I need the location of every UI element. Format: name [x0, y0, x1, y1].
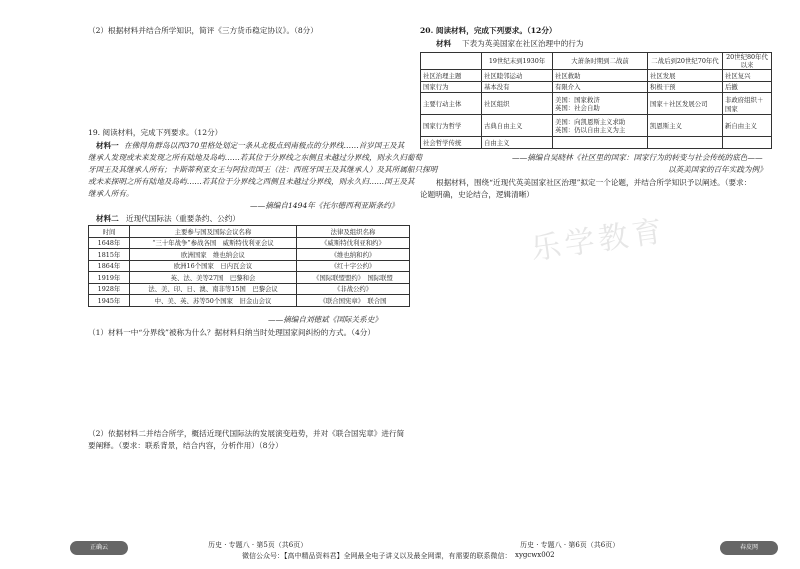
table-row [89, 249, 410, 261]
table-header [421, 53, 482, 70]
table-header: 大萧条时期到二战前 [553, 53, 648, 70]
table-cell: 新自由主义 [723, 115, 772, 137]
material2-source: ——摘编自刘德斌《国际关系史》 [268, 315, 382, 324]
question-19-2-line2: 要阐释。（要求：联系背景，结合内容，分析作用）（8分） [88, 441, 283, 450]
table-cell: 主要行动主体 [421, 93, 482, 115]
table-cell: 社会哲学传统 [421, 137, 482, 149]
material1-label: 材料一 [96, 141, 119, 150]
table-cell: 社区组织 [482, 93, 553, 115]
table-cell: 中、美、英、苏等50个国家 旧金山会议 [130, 295, 297, 307]
table-header: 20世纪80年代以来 [723, 53, 772, 70]
table-cell: 《联合国宪章》 联合国 [297, 295, 410, 307]
table-cell: 1648年 [89, 237, 130, 249]
q20-title: 20. 阅读材料，完成下列要求。（12分） [420, 26, 557, 35]
table-row [421, 93, 772, 115]
table-cell: 基本没有 [482, 81, 553, 93]
table-cell: 美国：国家救济 英国：社会自助 [553, 93, 648, 115]
footer-page-left: 历史 · 专题八 · 第5页（共6页） [208, 541, 308, 549]
watermark: 乐学教育 [528, 213, 669, 268]
q19-title: 19. 阅读材料，完成下列要求。（12分） [88, 128, 223, 137]
material1-line: 或未来探明之所有陆地及岛屿……若其位于分界线之西侧且未越过分界线，则永久归……国王及其 [88, 177, 415, 186]
question-19-1: （1）材料一中“分界线”被称为什么？据材料归纳当时处理国家间纠纷的方式。（4分） [88, 328, 375, 337]
table-cell [723, 137, 772, 149]
material1-line: 继承人发现或未来发现之所有陆地及岛屿……若其位于分界线之东侧且未越过分界线，则永久归葡萄 [88, 153, 423, 162]
table-cell: 非政府组织＋国家 [723, 93, 772, 115]
table-cell: 1919年 [89, 272, 130, 284]
footer-page-right: 历史 · 专题八 · 第6页（共6页） [520, 541, 620, 549]
table-cell: 欧洲国家 维也纳会议 [130, 249, 297, 261]
table-row [421, 81, 772, 93]
material-source-line2: 以英美国家的百年实践为例》 [668, 165, 767, 174]
table-cell: 美国：向凯恩斯主义求助 英国：仍以自由主义为主 [553, 115, 648, 137]
material-intro: 下表为英美国家在社区治理中的行为 [462, 39, 584, 48]
table-cell: 古典自由主义 [482, 115, 553, 137]
table-cell: 《红十字公约》 [297, 260, 410, 272]
table-cell: 1815年 [89, 249, 130, 261]
table-row [89, 283, 410, 295]
table-cell: 《威斯特伐利亚和约》 [297, 237, 410, 249]
table-cell: 《非战公约》 [297, 283, 410, 295]
question-19-2-line1: （2）依据材料二并结合所学，概括近现代国际法的发展演变趋势，并对《联合国宪章》进行简 [88, 429, 405, 438]
table-cell: 国家行为哲学 [421, 115, 482, 137]
material-label: 材料 [436, 39, 452, 48]
table-cell [648, 137, 723, 149]
table-cell: 英、法、美等27国 巴黎和会 [130, 272, 297, 284]
table-header: 时间 [89, 226, 130, 238]
community-governance-table [420, 52, 772, 149]
table-header: 法律及组织名称 [297, 226, 410, 238]
material1-source: ——摘编自1494年《托尔德西利亚斯条约》 [250, 201, 399, 210]
material1-line: 在佛得角群岛以西370里格处划定一条从北极点到南极点的分界线……首岁国王及其 [124, 141, 405, 150]
table-cell: 后撤 [723, 81, 772, 93]
material2-label: 材料二 [96, 214, 119, 223]
international-law-table [88, 225, 410, 307]
table-cell: 积极干预 [648, 81, 723, 93]
table-row [421, 115, 772, 137]
footer-logo-left: 正确云 [70, 541, 128, 555]
table-row [89, 295, 410, 307]
table-header-row [89, 226, 410, 238]
question-20-prompt-line2: 论题明确，史论结合，逻辑清晰） [420, 190, 534, 199]
table-cell: “三十年战争”参战各国 威斯特伐利亚会议 [130, 237, 297, 249]
table-cell: 社区复兴 [723, 70, 772, 82]
table-row [89, 237, 410, 249]
table-cell: 有限介入 [553, 81, 648, 93]
table-cell: 社区救助 [553, 70, 648, 82]
table-cell: 法、美、印、日、澳、南非等15国 巴黎会议 [130, 283, 297, 295]
table-cell: 国家行为 [421, 81, 482, 93]
table-cell: 《国际联盟盟约》 国际联盟 [297, 272, 410, 284]
footer-note-wechat: xygcwx002 [515, 551, 555, 559]
question-prev-2: （2）根据材料并结合所学知识，简评《三方货币稳定协议》。（8分） [88, 26, 318, 35]
material1-line: 牙国王及其继承人所有；卡斯蒂利亚女王与阿拉贡国王（注：西班牙国王及其继承人）及其所属船只探明 [88, 165, 438, 174]
material-source-line1: ——摘编自吴晓林《社区里的国家：国家行为的转变与社会传统的底色—— [512, 153, 763, 162]
table-cell [553, 137, 648, 149]
table-cell: 社区发展 [648, 70, 723, 82]
table-row [89, 260, 410, 272]
footer-logo-right: 春皮网 [720, 541, 778, 555]
table-row [421, 137, 772, 149]
table-header: 二战后到20世纪70年代 [648, 53, 723, 70]
table-cell: 社区睦邻运动 [482, 70, 553, 82]
footer-note: 微信公众号：【高中精品资料君】全网最全电子讲义以及最全网课，有需要的联系微信： [242, 552, 512, 560]
material1-line: 继承人所有。 [88, 189, 134, 198]
table-header: 19世纪末到1930年 [482, 53, 553, 70]
table-cell: 《维也纳和约》 [297, 249, 410, 261]
table-cell: 国家＋社区发展公司 [648, 93, 723, 115]
table-cell: 1928年 [89, 283, 130, 295]
table-header: 主要参与国及国际会议名称 [130, 226, 297, 238]
material2-title: 近现代国际法（重要条约、公约） [126, 214, 240, 223]
table-row [89, 272, 410, 284]
table-cell: 1864年 [89, 260, 130, 272]
table-cell: 社区治理主题 [421, 70, 482, 82]
table-cell: 1945年 [89, 295, 130, 307]
table-cell: 凯恩斯主义 [648, 115, 723, 137]
table-cell: 自由主义 [482, 137, 553, 149]
table-row [421, 70, 772, 82]
table-cell: 欧洲16个国家 日内瓦会议 [130, 260, 297, 272]
question-20-prompt-line1: 根据材料，围绕“近现代英美国家社区治理”拟定一个论题，并结合所学知识予以阐述。（要求： [436, 178, 752, 187]
table-header-row [421, 53, 772, 70]
